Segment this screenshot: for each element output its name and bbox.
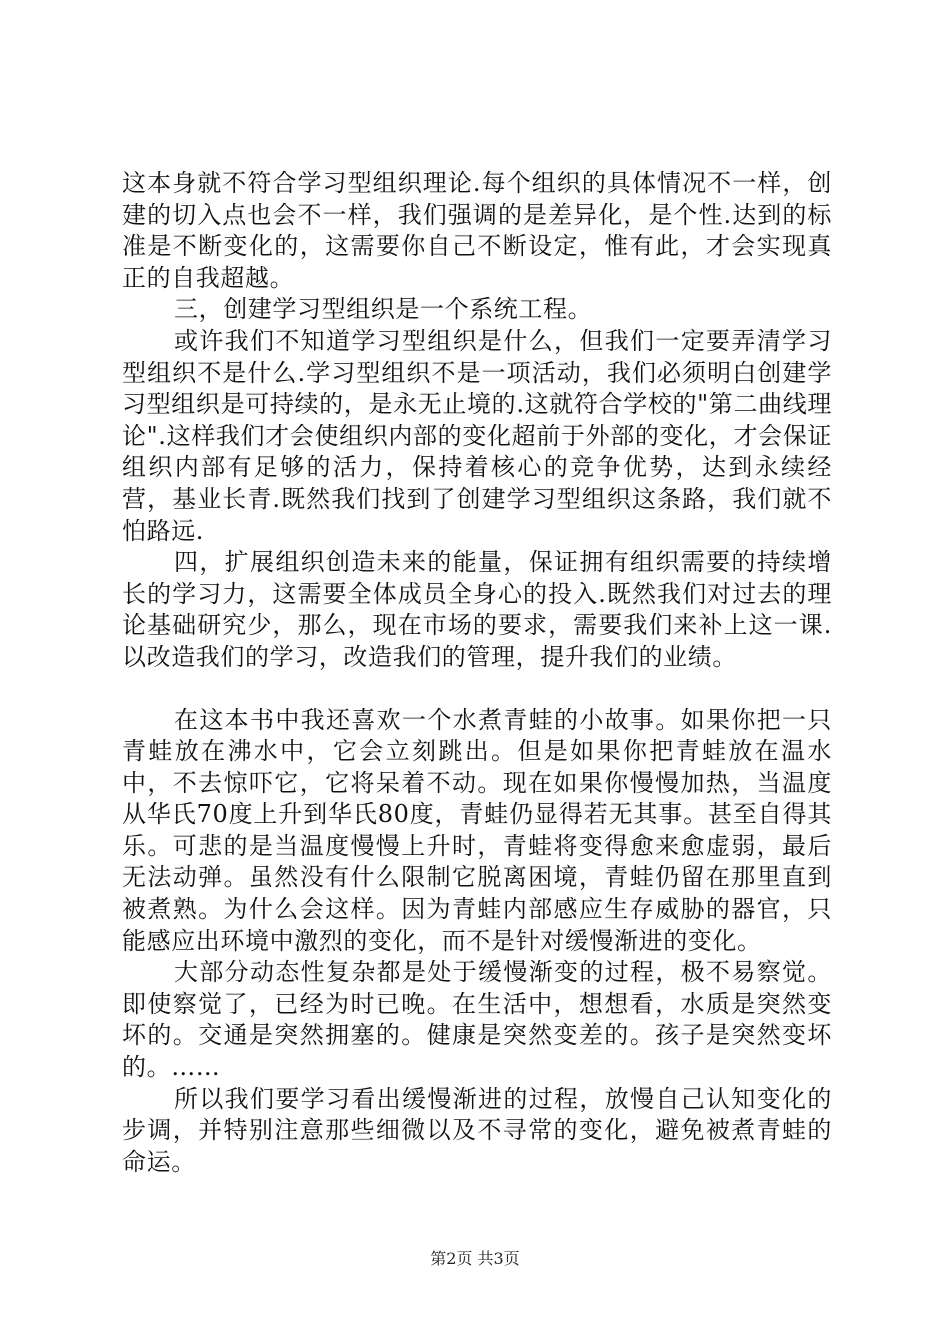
page-number-footer: 第2页 共3页 bbox=[430, 1249, 520, 1268]
paragraph-spacer bbox=[122, 674, 832, 705]
paragraph-sustainable-learning: 或许我们不知道学习型组织是什么，但我们一定要弄清学习型组织不是什么.学习型组织不是一项活动，我们必须明白创建学习型组织是可持续的，是永无止境的.这就符合学校的"第二曲线理论".这样我们才会使组织内部的变化超前于外部的变化，才会保证组织内部有足够的活力，保持着核心的竞争优势，达到永续经营，基业长青.既然我们找到了创建学习型组织这条路，我们就不怕路远. bbox=[122, 326, 832, 545]
paragraph-gradual-change: 大部分动态性复杂都是处于缓慢渐变的过程，极不易察觉。即使察觉了，已经为时已晚。在生活中，想想看，水质是突然变坏的。交通是突然拥塞的。健康是突然变差的。孩子是突然变坏的。…… bbox=[122, 958, 832, 1082]
paragraph-conclusion: 所以我们要学习看出缓慢渐进的过程，放慢自己认知变化的步调，并特别注意那些细微以及不寻常的变化，避免被煮青蛙的命运。 bbox=[122, 1084, 832, 1176]
document-body bbox=[122, 168, 832, 1178]
paragraph-point-four: 四，扩展组织创造未来的能量，保证拥有组织需要的持续增长的学习力，这需要全体成员全身心的投入.既然我们对过去的理论基础研究少，那么，现在市场的要求，需要我们来补上这一课.以改造我们的学习，改造我们的管理，提升我们的业绩。 bbox=[122, 548, 832, 671]
paragraph-point-three: 三，创建学习型组织是一个系统工程。 bbox=[174, 295, 593, 324]
paragraph-boiling-frog-story: 在这本书中我还喜欢一个水煮青蛙的小故事。如果你把一只青蛙放在沸水中，它会立刻跳出。但是如果你把青蛙放在温水中，不去惊吓它，它将呆着不动。现在如果你慢慢加热，当温度从华氏70度上升到华氏80度，青蛙仍显得若无其事。甚至自得其乐。可悲的是当温度慢慢上升时，青蛙将变得愈来愈虚弱，最后无法动弹。虽然没有什么限制它脱离困境，青蛙仍留在那里直到被煮熟。为什么会这样。因为青蛙内部感应生存威胁的器官，只能感应出环境中激烈的变化，而不是针对缓慢渐进的变化。 bbox=[122, 705, 832, 955]
paragraph-continuation: 这本身就不符合学习型组织理论.每个组织的具体情况不一样，创建的切入点也会不一样，我们强调的是差异化，是个性.达到的标准是不断变化的，这需要你自己不断设定，惟有此，才会实现真正的自我超越。 bbox=[122, 169, 832, 292]
